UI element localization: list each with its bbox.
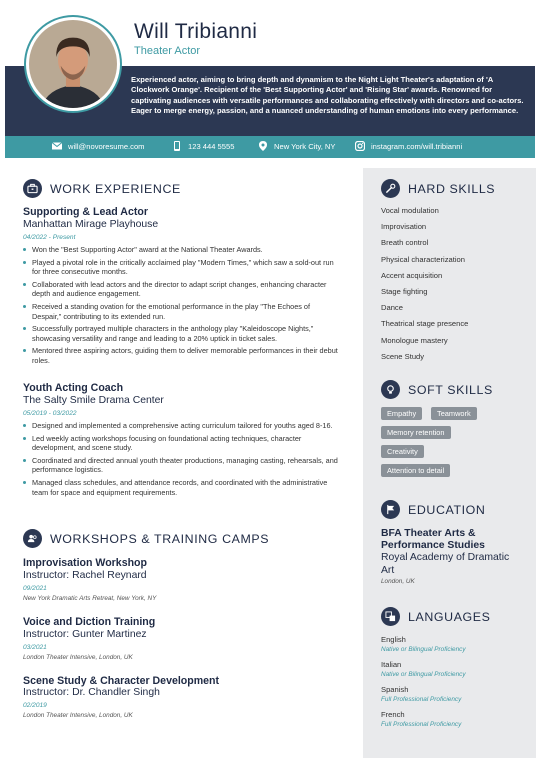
job-date: 04/2022 - Present (23, 234, 76, 241)
section-title: LANGUAGES (408, 609, 491, 624)
flag-icon (381, 500, 400, 519)
instagram-icon (355, 141, 365, 151)
list-item: Led weekly acting workshops focusing on foundational acting techniques, character development, and scene study. (23, 434, 341, 453)
workshop-instructor: Instructor: Gunter Martinez (23, 629, 147, 640)
education-degree: BFA Theater Arts & Performance Studies (381, 528, 485, 551)
workshop-instructor: Instructor: Dr. Chandler Singh (23, 687, 160, 698)
soft-skills-heading (381, 380, 493, 399)
language-level: Full Professional Proficiency (381, 696, 462, 703)
list-item: Designed and implemented a comprehensive acting curriculum tailored for youths aged 8-16. (23, 421, 341, 431)
wrench-icon (381, 179, 400, 198)
language-level: Native or Bilingual Proficiency (381, 671, 466, 678)
candidate-name: Will Tribianni (134, 20, 258, 43)
section-title: SOFT SKILLS (408, 382, 493, 397)
list-item: Breath control (381, 238, 429, 248)
users-icon (23, 529, 42, 548)
job-bullets (23, 245, 341, 369)
job-date: 05/2019 - 03/2022 (23, 410, 77, 417)
education-school: Royal Academy of Dramatic Art (381, 552, 510, 576)
language-item (381, 685, 461, 703)
list-item: Played a pivotal role in the critically acclaimed play "Modern Times," which saw a sold-out run for three consecutive months. (23, 258, 341, 277)
language-name: English (381, 635, 406, 644)
contact-phone[interactable] (172, 141, 234, 151)
workshop-location: London Theater Intensive, London, UK (23, 654, 133, 661)
summary-text: Experienced actor, aiming to bring depth and dynamism to the Night Light Theater's adaptation of 'A Clockwork Orange'. Recipient of the 'Best Supporting Actor' and 'Rising Star' awards. Renowned for captivating audiences with versatile performances and collaborating effectively with directors and co-actors. Eager to merge energy, passion, and a nuanced understanding of human emotions into every performance. (131, 75, 524, 116)
skill-tag: Memory retention (381, 426, 451, 439)
location-pin-icon (258, 141, 268, 151)
workshop-title: Improvisation Workshop (23, 557, 148, 569)
list-item: Mentored three aspiring actors, guiding them to deliver memorable performances in their debut roles. (23, 346, 341, 365)
envelope-icon (52, 141, 62, 151)
list-item: Managed class schedules, and attendance records, and coordinated with the administrative team for space and equipment requirements. (23, 478, 341, 497)
list-item: Physical characterization (381, 254, 465, 264)
list-item: Improvisation (381, 222, 427, 232)
profile-photo (26, 17, 120, 111)
workshop-date: 02/2019 (23, 702, 47, 709)
job-title: Supporting & Lead Actor (23, 206, 148, 218)
list-item: Monologue mastery (381, 335, 448, 345)
skill-tag: Teamwork (431, 407, 477, 420)
contact-location (258, 141, 335, 151)
skill-tag: Empathy (381, 407, 422, 420)
job-organization: Manhattan Mirage Playhouse (23, 219, 159, 230)
phone-icon (172, 141, 182, 151)
language-name: Spanish (381, 685, 409, 694)
section-title: WORKSHOPS & TRAINING CAMPS (50, 531, 270, 546)
language-name: French (381, 710, 405, 719)
hard-skills-heading (381, 179, 495, 198)
language-name: Italian (381, 660, 402, 669)
phone-text: 123 444 5555 (188, 141, 235, 151)
hard-skills-list (381, 206, 468, 368)
language-level: Full Professional Proficiency (381, 721, 462, 728)
language-item (381, 660, 466, 678)
skill-tag: Creativity (381, 445, 424, 458)
section-title: HARD SKILLS (408, 181, 496, 196)
section-title: EDUCATION (408, 502, 486, 517)
workshop-date: 09/2021 (23, 585, 47, 592)
contact-band (5, 136, 535, 158)
contact-email[interactable] (52, 141, 145, 151)
job-title: Youth Acting Coach (23, 382, 124, 394)
job-organization: The Salty Smile Drama Center (23, 395, 164, 406)
candidate-role: Theater Actor (134, 45, 201, 57)
education-heading (381, 500, 485, 519)
workshop-title: Scene Study & Character Development (23, 675, 220, 687)
list-item: Scene Study (381, 351, 425, 361)
workshop-title: Voice and Diction Training (23, 616, 156, 628)
workshop-location: New York Dramatic Arts Retreat, New York, NY (23, 595, 157, 602)
contact-instagram[interactable] (355, 141, 462, 151)
workshop-date: 03/2021 (23, 644, 47, 651)
lightbulb-icon (381, 380, 400, 399)
translate-icon (381, 607, 400, 626)
briefcase-icon (23, 179, 42, 198)
education-location: London, UK (381, 578, 415, 585)
language-item (381, 635, 466, 653)
skill-tag: Attention to detail (381, 464, 450, 477)
list-item: Won the "Best Supporting Actor" award at the National Theater Awards. (23, 245, 341, 255)
workshop-instructor: Instructor: Rachel Reynard (23, 570, 147, 581)
workshop-location: London Theater Intensive, London, UK (23, 712, 133, 719)
list-item: Collaborated with lead actors and the director to adapt script changes, enhancing character depth and audience engagement. (23, 280, 341, 299)
email-text: will@novoresume.com (68, 141, 145, 151)
list-item: Successfully portrayed multiple characters in the anthology play "Kaleidoscope Nights," showcasing versatility and range and leading to a 20% uptick in ticket sales. (23, 324, 341, 343)
location-text: New York City, NY (274, 141, 336, 151)
list-item: Dance (381, 303, 403, 313)
languages-heading (381, 607, 491, 626)
list-item: Vocal modulation (381, 206, 439, 215)
job-bullets (23, 421, 341, 500)
work-experience-heading (23, 179, 181, 198)
list-item: Accent acquisition (381, 270, 443, 280)
list-item: Theatrical stage presence (381, 319, 469, 329)
language-level: Native or Bilingual Proficiency (381, 646, 466, 653)
language-item (381, 710, 461, 728)
section-title: WORK EXPERIENCE (50, 181, 181, 196)
list-item: Received a standing ovation for the emotional performance in the play "The Echoes of Despair," contributing to its extended run. (23, 302, 341, 321)
list-item: Stage fighting (381, 286, 428, 296)
workshops-heading (23, 529, 269, 548)
instagram-text: instagram.com/will.tribianni (371, 141, 463, 151)
list-item: Coordinated and directed annual youth theater productions, managing casting, rehearsals, and performance logistics. (23, 456, 341, 475)
